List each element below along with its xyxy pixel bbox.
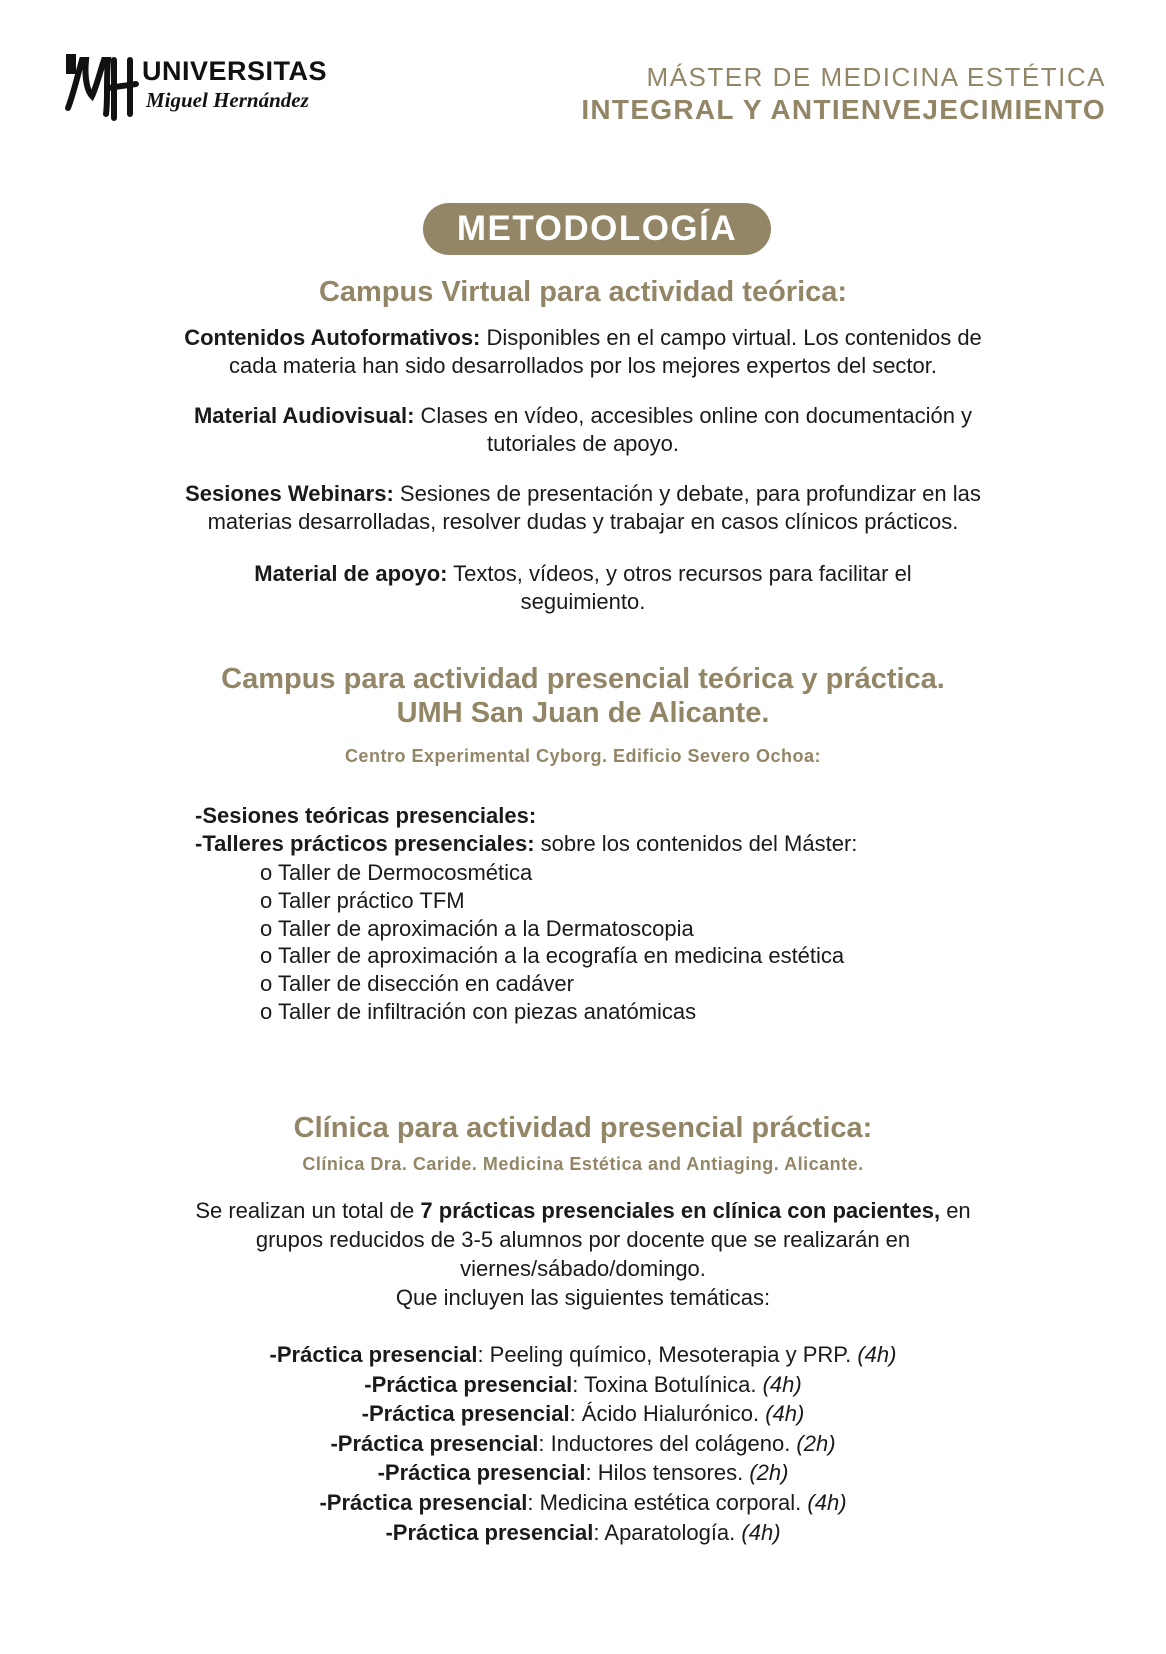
practice-item [60,1399,1106,1429]
workshop-item: o Taller de disección en cadáver [260,971,574,997]
workshop-item: o Taller de Dermocosmética [260,860,533,885]
practice-topic: : Toxina Botulínica. [572,1371,763,1397]
workshop-item: o Taller práctico TFM [260,887,465,913]
section1-heading: Campus Virtual para actividad teórica: [318,276,848,308]
university-logo [62,52,328,124]
section2-list [195,802,1095,858]
intro-highlight: 7 prácticas presenciales en clínica con pacientes, [420,1198,941,1223]
practice-topic: : Aparatología. [593,1519,742,1545]
item-text: Clases en vídeo, accesibles online con documentación y [414,403,973,428]
section3-intro [60,1196,1106,1312]
item-text: Disponibles en el campo virtual. Los contenidos de [480,325,982,350]
logo-title: UNIVERSITAS [142,56,328,86]
practice-label: -Práctica presencial [269,1342,478,1367]
list-item-label: -Talleres prácticos presenciales: [195,831,535,856]
program-title-line1: MÁSTER DE MEDICINA ESTÉTICA [646,62,1106,92]
section2-heading [60,662,1106,730]
list-item-sesiones: -Sesiones teóricas presenciales: [195,803,537,828]
workshop-list [260,859,1100,1026]
practice-label: -Práctica presencial [330,1430,539,1456]
practice-item [60,1458,1106,1488]
workshop-item: o Taller de aproximación a la ecografía en medicina estética [260,943,845,969]
intro-text: Se realizan un total de [195,1198,421,1223]
page-title: METODOLOGÍA [423,203,771,255]
intro-line4: Que incluyen las siguientes temáticas: [395,1285,771,1310]
item-label: Sesiones Webinars: [185,481,394,506]
list-item-talleres [195,830,1095,858]
section2-subheading: Centro Experimental Cyborg. Edificio Severo Ochoa: [344,746,822,766]
section1-item-webinars [60,480,1106,536]
item-label: Contenidos Autoformativos: [184,325,481,350]
program-title-line2: INTEGRAL Y ANTIENVEJECIMIENTO [581,94,1106,125]
practice-item [60,1488,1106,1518]
section2-heading-line1: Campus para actividad presencial teórica y práctica. [221,663,945,695]
practice-hours: (2h) [796,1430,836,1456]
item-text-line2: tutoriales de apoyo. [486,431,680,456]
practice-topic: : Peeling químico, Mesoterapia y PRP. [477,1342,858,1367]
practice-hours: (4h) [741,1519,781,1545]
item-text-line2: cada materia han sido desarrollados por los mejores expertos del sector. [228,353,938,378]
section3-subheading: Clínica Dra. Caride. Medicina Estética and Antiaging. Alicante. [302,1154,864,1174]
practice-topic: : Inductores del colágeno. [538,1430,797,1456]
item-text-line2: materias desarrolladas, resolver dudas y trabajar en casos clínicos prácticos. [207,509,959,534]
practice-label: -Práctica presencial [364,1371,573,1397]
practice-item [60,1518,1106,1548]
practice-hours: (2h) [749,1460,789,1486]
section1-item-autoformativos [60,324,1106,380]
practice-item [60,1429,1106,1459]
list-item-text: sobre los contenidos del Máster: [534,831,858,856]
intro-line3: viernes/sábado/domingo. [460,1256,706,1281]
intro-line2: grupos reducidos de 3-5 alumnos por docente que se realizarán en [255,1227,911,1252]
practice-item [60,1370,1106,1400]
item-text: Sesiones de presentación y debate, para profundizar en las [393,481,981,506]
practice-hours: (4h) [807,1489,847,1515]
item-text-line2: seguimiento. [520,589,646,614]
practice-label: -Práctica presencial [319,1489,528,1515]
item-label: Material de apoyo: [254,561,448,586]
practice-label: -Práctica presencial [377,1460,586,1486]
practice-hours: (4h) [765,1401,805,1427]
practice-hours: (4h) [762,1371,802,1397]
item-text: Textos, vídeos, y otros recursos para facilitar el [447,561,912,586]
practice-label: -Práctica presencial [385,1519,594,1545]
logo-subtitle: Miguel Hernández [146,88,309,112]
intro-text-end: en [940,1198,971,1223]
section3-heading: Clínica para actividad presencial práctica: [293,1112,873,1144]
item-label: Material Audiovisual: [193,403,415,428]
practice-topic: : Hilos tensores. [585,1460,750,1486]
workshop-item: o Taller de infiltración con piezas anatómicas [260,998,697,1024]
practice-list [60,1340,1106,1547]
workshop-item: o Taller de aproximación a la Dermatoscopia [260,915,694,941]
practice-label: -Práctica presencial [361,1401,570,1427]
practice-hours: (4h) [857,1342,897,1367]
section2-heading-line2: UMH San Juan de Alicante. [396,697,770,729]
section1-item-audiovisual [60,402,1106,458]
section1-item-apoyo [60,560,1106,616]
practice-topic: : Medicina estética corporal. [527,1489,808,1515]
practice-topic: : Ácido Hialurónico. [569,1401,766,1427]
umh-monogram-icon [62,52,142,124]
practice-item [60,1340,1106,1370]
